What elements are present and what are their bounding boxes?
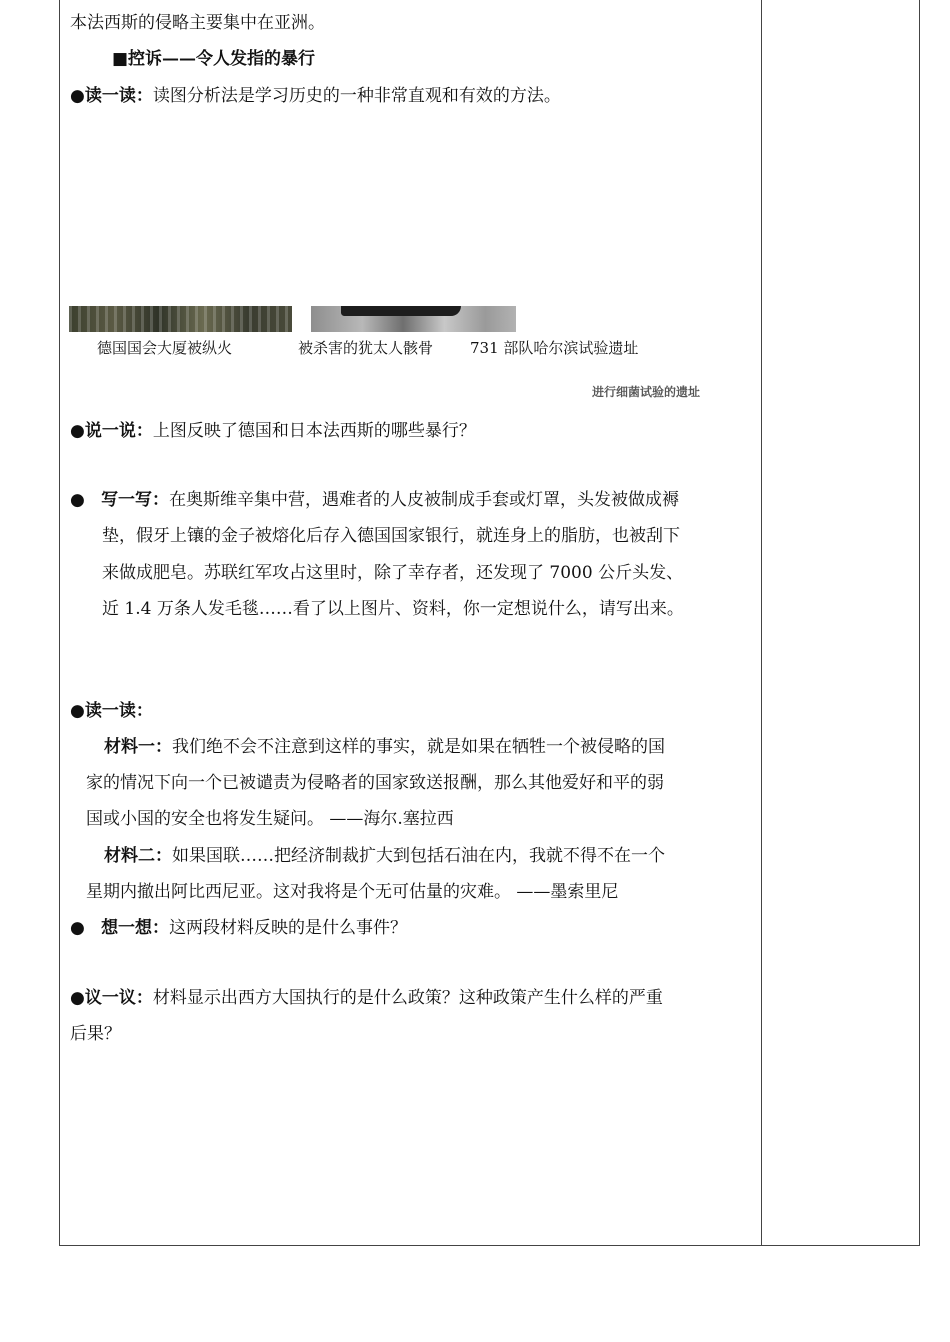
bullet-icon: ● xyxy=(70,918,85,938)
intro-line: 本法西斯的侵略主要集中在亚洲。 xyxy=(70,13,325,33)
read-label-2: ●读一读： xyxy=(70,701,153,721)
discuss-line2: 后果？ xyxy=(70,1024,121,1044)
material-2-line2: 星期内撤出阿比西尼亚。这对我将是个无可估量的灾难。 ——墨索里尼 xyxy=(86,882,619,902)
write-line4: 近 1.4 万条人发毛毯……看了以上图片、资料，你一定想说什么，请写出来。 xyxy=(102,599,684,619)
think-label: 想一想： xyxy=(101,918,170,938)
bullet-icon: ● xyxy=(70,490,85,510)
reichstag-fire-photo xyxy=(69,306,292,332)
material-1-text: 我们绝不会不注意到这样的事实，就是如果在牺牲一个被侵略的国 xyxy=(172,737,665,757)
write-line3: 来做成肥皂。苏联红军攻占这里时，除了幸存者，还发现了 7000 公斤头发、 xyxy=(102,563,684,583)
think-section xyxy=(70,917,407,939)
discuss-text: 材料显示出西方大国执行的是什么政策？这种政策产生什么样的严重 xyxy=(152,988,663,1008)
read-section-1 xyxy=(70,85,561,107)
material-2-text: 如果国联……把经济制裁扩大到包括石油在内，我就不得不在一个 xyxy=(172,846,665,866)
read-text: 读图分析法是学习历史的一种非常直观和有效的方法。 xyxy=(152,86,561,106)
read-label: ●读一读： xyxy=(70,86,153,106)
material-2-label: 材料二： xyxy=(104,846,172,866)
write-text: 在奥斯维辛集中营，遇难者的人皮被制成手套或灯罩，头发被做成褥 xyxy=(169,490,680,510)
notes-column xyxy=(762,0,919,1246)
material-1-line3: 国或小国的安全也将发生疑问。 ——海尔.塞拉西 xyxy=(86,809,454,829)
discuss-section-line1 xyxy=(70,987,663,1009)
jewish-victims-photo xyxy=(311,306,516,332)
material-1-line2: 家的情况下向一个已被谴责为侵略者的国家致送报酬，那么其他爱好和平的弱 xyxy=(86,773,664,793)
caption-unit-731: 731 部队哈尔滨试验遗址 xyxy=(470,339,639,357)
say-label: ●说一说： xyxy=(70,421,153,441)
material-1-label: 材料一： xyxy=(104,737,172,757)
discuss-label: ●议一议： xyxy=(70,988,153,1008)
think-text: 这两段材料反映的是什么事件？ xyxy=(169,918,408,938)
say-text: 上图反映了德国和日本法西斯的哪些暴行？ xyxy=(152,421,476,441)
write-line2: 垫，假牙上镶的金子被熔化后存入德国国家银行，就连身上的脂肪，也被刮下 xyxy=(102,526,680,546)
caption-bacteria-site: 进行细菌试验的遗址 xyxy=(592,385,701,399)
say-section xyxy=(70,420,476,442)
material-2-line1 xyxy=(104,845,665,867)
caption-reichstag: 德国国会大厦被纵火 xyxy=(97,339,233,357)
material-1-line1 xyxy=(104,736,665,758)
write-label: 写一写： xyxy=(101,490,170,510)
write-section-line1 xyxy=(70,489,679,511)
caption-victims: 被杀害的犹太人骸骨 xyxy=(298,339,434,357)
section-heading: ■控诉——令人发指的暴行 xyxy=(112,49,316,69)
